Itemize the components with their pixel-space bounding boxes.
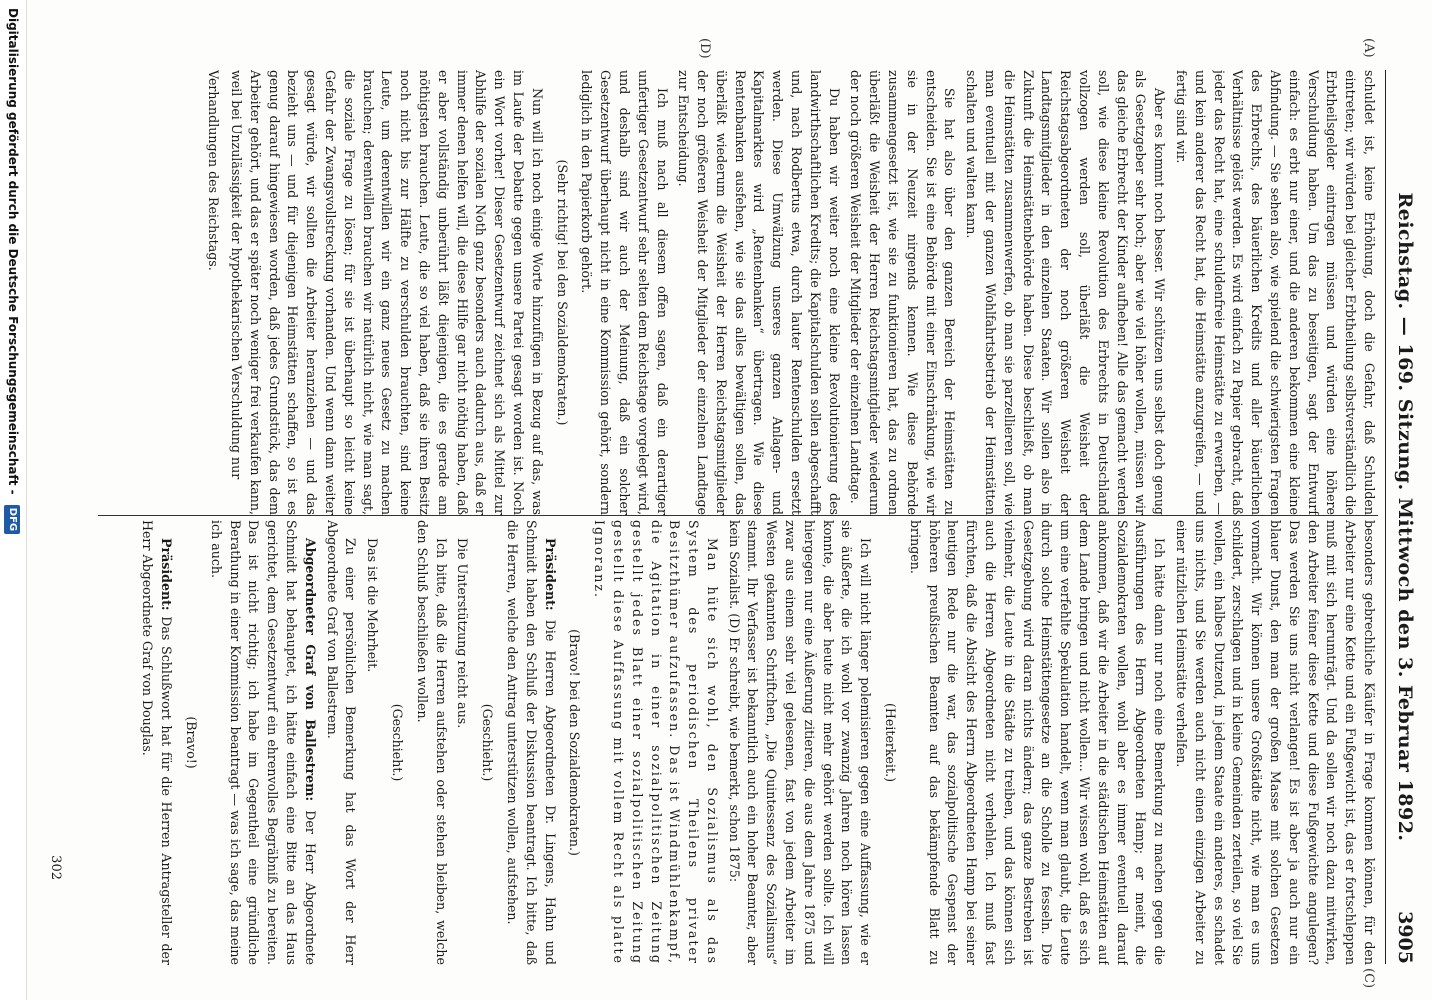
speaker-name: Präsident: <box>159 538 175 611</box>
footer-text: Digitalisierung gefördert durch die Deutsche Forschungsgemeinschaft - <box>6 8 20 495</box>
page-title: Reichstag. — 169. Sitzung. Mittwoch den 3. Februar 1892. <box>1394 192 1416 842</box>
interjection: (Heiterkeit.) <box>883 703 899 782</box>
speech-text: Der Herr Abgeordnete Schmidt hat behauptet, ich hätte einfach eine Bitte an das Haus gerichtet, dem Gesetzentwurf ein ehrenvolles Begräbniß zu bereiten. Das ist nicht richtig; ich habe im Gegentheil eine gründliche Berathung in einer Kommission beantragt — was ich sage, das meine ich auch. <box>208 520 318 965</box>
bottom-page-number: 302 <box>48 855 63 880</box>
paragraph: Aber es kommt noch besser. Wir schützen uns selbst doch genug als Gesetzgeber sehr hoch; aber wie viel höher wollen, müssen wir das gleiche Erbrecht der Kinder aufheben! Alle das gemacht werden soll, wie diese kleine Revolution des Erbrechts in Deutschland vollzogen werden soll, überläßt die Weisheit der Reichstagsabgeordneten der noch größeren Weisheit der Landtagsmitglieder in den einzelnen Staaten. Wir sollen also in Zukunft die Heimstättenbehörde haben. Diese beschließt, ob man die Heimstätten zusammenwerfen, ob man sie parzellieren soll, wie man eventuell mit der ganzen Wohlfahrtsbetrieb der Heimstätten schalten und walten kann. <box>964 70 1168 515</box>
paragraph: schuldet ist, keine Erhöhung, doch die Gefahr, daß Schulden eintreten; wir würden bei gleicher Erbtheilung selbstverständlich die Erbtheilsgelder eintragen müssen und würden eine höhere Verschuldung haben. Um das zu beseitigen, sagt der Entwurf einfach: es erbt nur einer, und die anderen bekommen eine kleine Abfindung. — Sie sehen also, wie spielend die schwierigsten Fragen des Erbrechts, des bäuerlichen Kredits und aller bäuerlichen Verhältnisse gelöst werden. Es wird einfach zu Papier gebracht, daß jeder das Recht hat, eine schuldenfreie Heimstätte zu erwerben, — und kein anderer das Recht hat, die Heimstätte anzugreifen, — und fertig sind wir. <box>1174 70 1377 515</box>
interjection: (Geschieht.) <box>389 703 405 782</box>
paragraph: Zu einer persönlichen Bemerkung hat das Wort der Herr Abgeordnete Graf von Ballestrem. <box>324 520 359 965</box>
speech-text: Das Schlußwort hat für die Herren Antragsteller der Herr Abgeordnete Graf von Douglas. <box>140 520 175 965</box>
dfg-logo: DFG <box>5 505 21 534</box>
page-header <box>1385 70 1420 964</box>
interjection: (Bravo!) <box>183 716 199 769</box>
page-number: 3905 <box>1394 911 1416 964</box>
interjection: (Bravo! bei den Sozialdemokraten.) <box>567 629 583 856</box>
speaker-name: Abgeordneter Graf von Ballestrem: <box>302 538 318 802</box>
paragraph <box>206 520 319 965</box>
digitization-footer <box>0 0 27 1000</box>
paragraph: Ich will nicht länger polemisieren gegen eine Auffassung, wie er sie äußerte, die ich wohl vor zwanzig Jahren noch hören lassen konnte, die aber heute nicht mehr gehört werden sollte. Ich will hiergegen nur eine Äußerung zitieren, die aus dem Jahre 1875 und zwar aus einem sehr viel gelesenen, fast von jedem Arbeiter im Westen gekannten Schriftchen, „Die Quintessenz des Sozialismus“ stammt. Ihr Verfasser ist bekanntlich auch ein hoher Beamter, aber kein Sozialist. (D) Er schreibt, wie bemerkt, schon 1875: <box>726 520 874 965</box>
paragraph: Ich bitte, daß die Herren aufstehen oder stehen bleiben, welche den Schluß beschließen wollen. <box>414 520 449 965</box>
margin-mark-a: (A) <box>1361 38 1376 58</box>
paragraph: Das ist die Mehrheit. <box>365 538 381 673</box>
paragraph <box>502 520 558 965</box>
paragraph <box>138 520 176 965</box>
paragraph: Sie hat also über den ganzen Bereich der Heimstätten zu entscheiden. Sie ist eine Behörde mit einer Einschränkung, wie wir sie in der Neuzeit nirgends kennen. Wie diese Behörde zusammengesetzt ist, wie sie zu funktionieren hat, das zu ordnen überläßt die Weisheit der Herren Reichstagsmitglieder wiederum der noch größeren Weisheit der Mitglieder der einzelnen Landtage. <box>848 70 958 515</box>
margin-mark-d: (D) <box>697 38 712 59</box>
paragraph: besonders gebrechliche Käufer in Frage kommen können, für den Arbeiter nur eine Kette und ein Fußgewicht ist, das er fortschleppen muß mit sich herumträgt. Und da sollen wir noch dazu mitwirken, den Arbeiter feiner diese Kette und diese Fußgewichte angulegen? Das werden Sie uns nicht verlangen! Es ist aber ja auch nur ein blauer Dunst, den man der großen Masse mit solchen Gesetzen vormacht. Wir können unsere Großstädte nicht, wie man es uns schildert, zerschlagen und in kleine Gemeinden zerteilen, so viel Sie wollen, ein halbes Dutzend, in jedem Staate ein anderes, es schadet uns nichts, und Sie werden auch nicht einen einzigen Arbeiter zu einer nützlichen Heimstätte verhelfen. <box>1174 520 1377 965</box>
quotation: Man hüte sich wohl, den Sozialismus als das System des periodischen Theilens privater Besitzthümer aufzufassen. Das ist Windmühlenkampf, die Agitation in einer sozialpolitischen Zeitung gestellt jedes Blatt einer sozialpolitischen Zeitung gestellt diese Auffassung mit vollem Recht als platte Ignoranz. <box>592 520 720 965</box>
interjection: (Geschieht.) <box>480 703 496 782</box>
paragraph: Nun will ich noch einige Worte hinzufügen in Bezug auf das, was im Laufe der Debatte gegen unsere Partei gesagt worden ist. Noch ein Wort vorher! Dieser Gesetzentwurf zeichnet sich als Mittel zur Abhilfe der sozialen Noth ganz besonders auch dadurch aus, daß er immer denen helfen will, die diese Hilfe gar nicht nöthig haben, daß er aber vollständig unberührt läßt diejenigen, die es gerade am nöthigsten brauchen. Leute, die so viel haben, daß sie ihren Besitz noch nicht bis zur Hälfte zu verschulden brauchten, sind keine Leute, um derentwillen wir ein ganz neues Gesetz zu machen brauchen; derentwillen brauchen wir natürlich nicht, wie man sagt, die soziale Frage zu lösen; für sie ist überhaupt so leicht keine Gefahr der Zwangsvollstreckung vorhanden. Und wenn dann weiter gesagt würde, wir sollten die Arbeiter heranziehen — und das bezieht uns — und für diejenigen Heimstätten schaffen, so ist es genug darauf hingewiesen worden, daß jedes Grundstück, das dem Arbeiter gehört, und das er später noch weniger frei verkaufen kann, weil bei Unzulässigkeit der hypothekarischen Verschuldung nur <box>228 70 545 515</box>
margin-mark-c: (C) <box>1361 968 1376 989</box>
speaker-name: Präsident: <box>542 538 558 611</box>
left-column <box>53 70 1378 515</box>
column-divider <box>98 515 1378 516</box>
paragraph: Die Unterstützung reicht aus. <box>455 538 471 729</box>
column-footnote: Verhandlungen des Reichstags. <box>206 70 222 271</box>
paragraph: Ich muß nach all diesem offen sagen, daß ein derartiger unfertiger Gesetzentwurf sehr selten dem Reichstage vorgelegt wird, und deshalb sind wir auch der Meinung, daß ein solcher Gesetzentwurf überhaupt nicht in eine Kommission gehört, sondern lediglich in den Papierkorb gehört. <box>579 70 670 515</box>
paragraph: Ich hätte dann nur noch eine Bemerkung zu machen gegen die Ausführungen des Herrn Abgeordneten Hamp; er meint, die Sozialdemokraten wollen, wohl aber es immer eventuell darauf ankommen, daß wir die Arbeiter in die städtischen Heimstätten auf dem Lande bringen und nicht wollen... Wir wissen wohl, daß es sich um eine verfehlte Spekulation handelt, wenn man glaubt, die Leute durch solche Heimstättengesetze an die Scholle zu fesseln. Die Gesetzgebung wird daran nichts ändern; das ganze Bestreben ist vielmehr, die Leute in die Städte zu treiben, und das können sich auch die Herren Abgeordneten nicht verhehlen. Ich muß fast fürchten, daß die Absicht des Herrn Abgeordneten Hamp bei seiner heutigen Rede nur die war, das sozialpolitische Gespenst der höheren preußischen Beamten auf das bekämpfende Blatt zu bringen. <box>907 520 1168 965</box>
speech-text: Die Herren Abgeordneten Dr. Lingens, Hahn und Schmidt haben den Schluß der Diskussion beantragt. Ich bitte, daß die Herren, welche den Antrag unterstützen wollen, aufstehen. <box>504 520 558 965</box>
paragraph: Du haben wir weiter noch eine kleine Revolutionierung des landwirthschaftlichen Kredits; die Kapitalschulden sollen abgeschafft und, nach Rodbertus etwa, durch lauter Rentenschulden ersetzt werden. Diese Umwälzung unseres ganzen Anlagen- und Kapitalmarktes wird „Rentenbanken“ übertragen. Wie diese Rentenbanken ausfehen, wie sie das alles bewältigen sollen, das überläßt wiederum die Weisheit der Herren Reichstagsmitglieder der noch größeren Weisheit der Mitglieder der einzelnen Landtage zur Entscheidung. <box>676 70 842 515</box>
right-column <box>68 520 1378 965</box>
interjection: (Sehr richtig! bei den Sozialdemokraten.) <box>554 159 570 426</box>
